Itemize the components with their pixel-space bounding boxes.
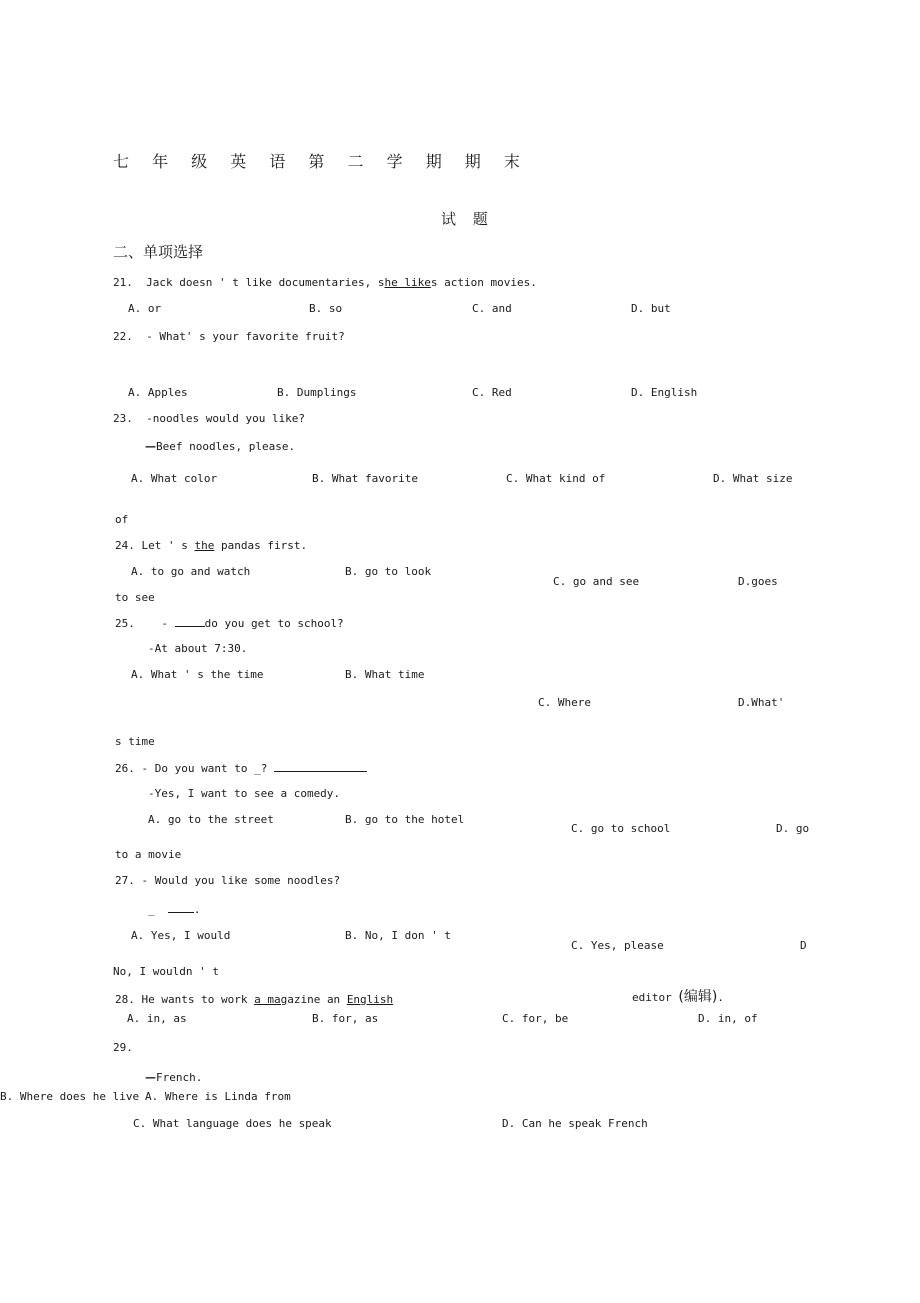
q22-option-d: D. English [631,386,698,399]
question-28 [115,993,393,1007]
q29-option-d: D. Can he speak French [502,1117,648,1130]
q23-reply [145,440,295,454]
q29-option-a: A. Where is Linda from [145,1090,291,1103]
q24-option-d-wrap: to see [115,591,155,604]
q23-option-d-wrap: of [115,513,129,526]
question-22: 22. - What' s your favorite fruit? [113,330,345,343]
q23-reply-dash: — [145,440,156,453]
q27-reply [148,902,201,917]
q28-option-a: A. in, as [127,1012,187,1025]
q28-option-b: B. for, as [312,1012,379,1025]
question-21-underlined: he like [384,276,431,289]
q24-option-a: A. to go and watch [131,565,251,578]
question-28-period: . [717,991,724,1004]
section-heading: 二、单项选择 [113,243,204,261]
q29-reply-text: French. [156,1071,203,1084]
question-26 [115,761,367,776]
question-28-text-start: 28. He wants to work [115,993,255,1006]
q25-reply: -At about 7:30. [148,642,248,655]
question-28-underlined-1: a mag [254,993,288,1006]
q26-option-c: C. go to school [571,822,671,835]
question-25 [115,616,344,631]
q25-option-a: A. What ' s the time [131,668,264,681]
q27-option-d: D [800,939,807,952]
q21-option-b: B. so [309,302,343,315]
answer-blank [168,902,194,913]
q29-reply [145,1071,202,1085]
q25-option-d: D.What' [738,696,785,709]
q29-option-c: C. What language does he speak [133,1117,332,1130]
question-24-text-start: 24. Let ' s [115,539,195,552]
q21-option-c: C. and [472,302,512,315]
q22-option-b: B. Dumplings [277,386,357,399]
q25-option-d-wrap: s time [115,735,155,748]
q26-option-d-wrap: to a movie [115,848,182,861]
q24-option-d: D.goes [738,575,778,588]
q28-option-c: C. for, be [502,1012,569,1025]
q26-option-a: A. go to the street [148,813,274,826]
question-24-underlined: the [194,539,215,552]
q21-option-a: A. or [128,302,162,315]
q25-option-b: B. What time [345,668,425,681]
question-25-text-start: 25. - [115,617,175,630]
q23-option-d: D. What size [713,472,793,485]
q27-option-d-wrap: No, I wouldn ' t [113,965,219,978]
q29-reply-dash: — [145,1071,156,1084]
question-26-text: 26. - Do you want to _? [115,762,274,775]
q27-reply-start: _ [148,903,168,916]
q23-option-c: C. What kind of [506,472,606,485]
answer-blank [274,761,367,772]
question-24 [115,539,307,553]
q26-reply: -Yes, I want to see a comedy. [148,787,341,800]
question-27: 27. - Would you like some noodles? [115,874,341,887]
q23-option-a: A. What color [131,472,218,485]
q26-option-d: D. go [776,822,810,835]
question-28-end [632,990,724,1005]
q24-option-c: C. go and see [553,575,640,588]
q29-option-b: B. Where does he live [0,1090,140,1103]
question-21-text-start: 21. Jack doesn ' t like documentaries, s [113,276,385,289]
question-29: 29. [113,1041,133,1054]
q23-reply-text: Beef noodles, please. [156,440,296,453]
q22-option-a: A. Apples [128,386,188,399]
q21-option-d: D. but [631,302,671,315]
q27-option-b: B. No, I don ' t [345,929,451,942]
page-title: 七 年 级 英 语 第 二 学 期 期 末 [113,152,529,171]
q27-reply-end: . [193,903,201,916]
q28-option-d: D. in, of [698,1012,758,1025]
question-21-text-end: s action movies. [430,276,537,289]
q22-option-c: C. Red [472,386,512,399]
question-28-underlined-2: English [346,993,394,1006]
q23-option-b: B. What favorite [312,472,418,485]
question-28-editor: editor [632,991,679,1004]
question-23: 23. -noodles would you like? [113,412,306,425]
q25-option-c: C. Where [538,696,591,709]
q27-option-a: A. Yes, I would [131,929,231,942]
question-24-text-end: pandas first. [214,539,308,552]
page-subtitle: 试 题 [441,210,494,228]
q27-option-c: C. Yes, please [571,939,664,952]
question-21 [113,276,537,290]
question-25-text-end: do you get to school? [204,617,344,630]
answer-blank [175,616,205,627]
question-28-chinese-gloss: (编辑) [678,989,718,1005]
q24-option-b: B. go to look [345,565,432,578]
q26-option-b: B. go to the hotel [345,813,465,826]
question-28-text-middle: azine an [287,993,347,1006]
